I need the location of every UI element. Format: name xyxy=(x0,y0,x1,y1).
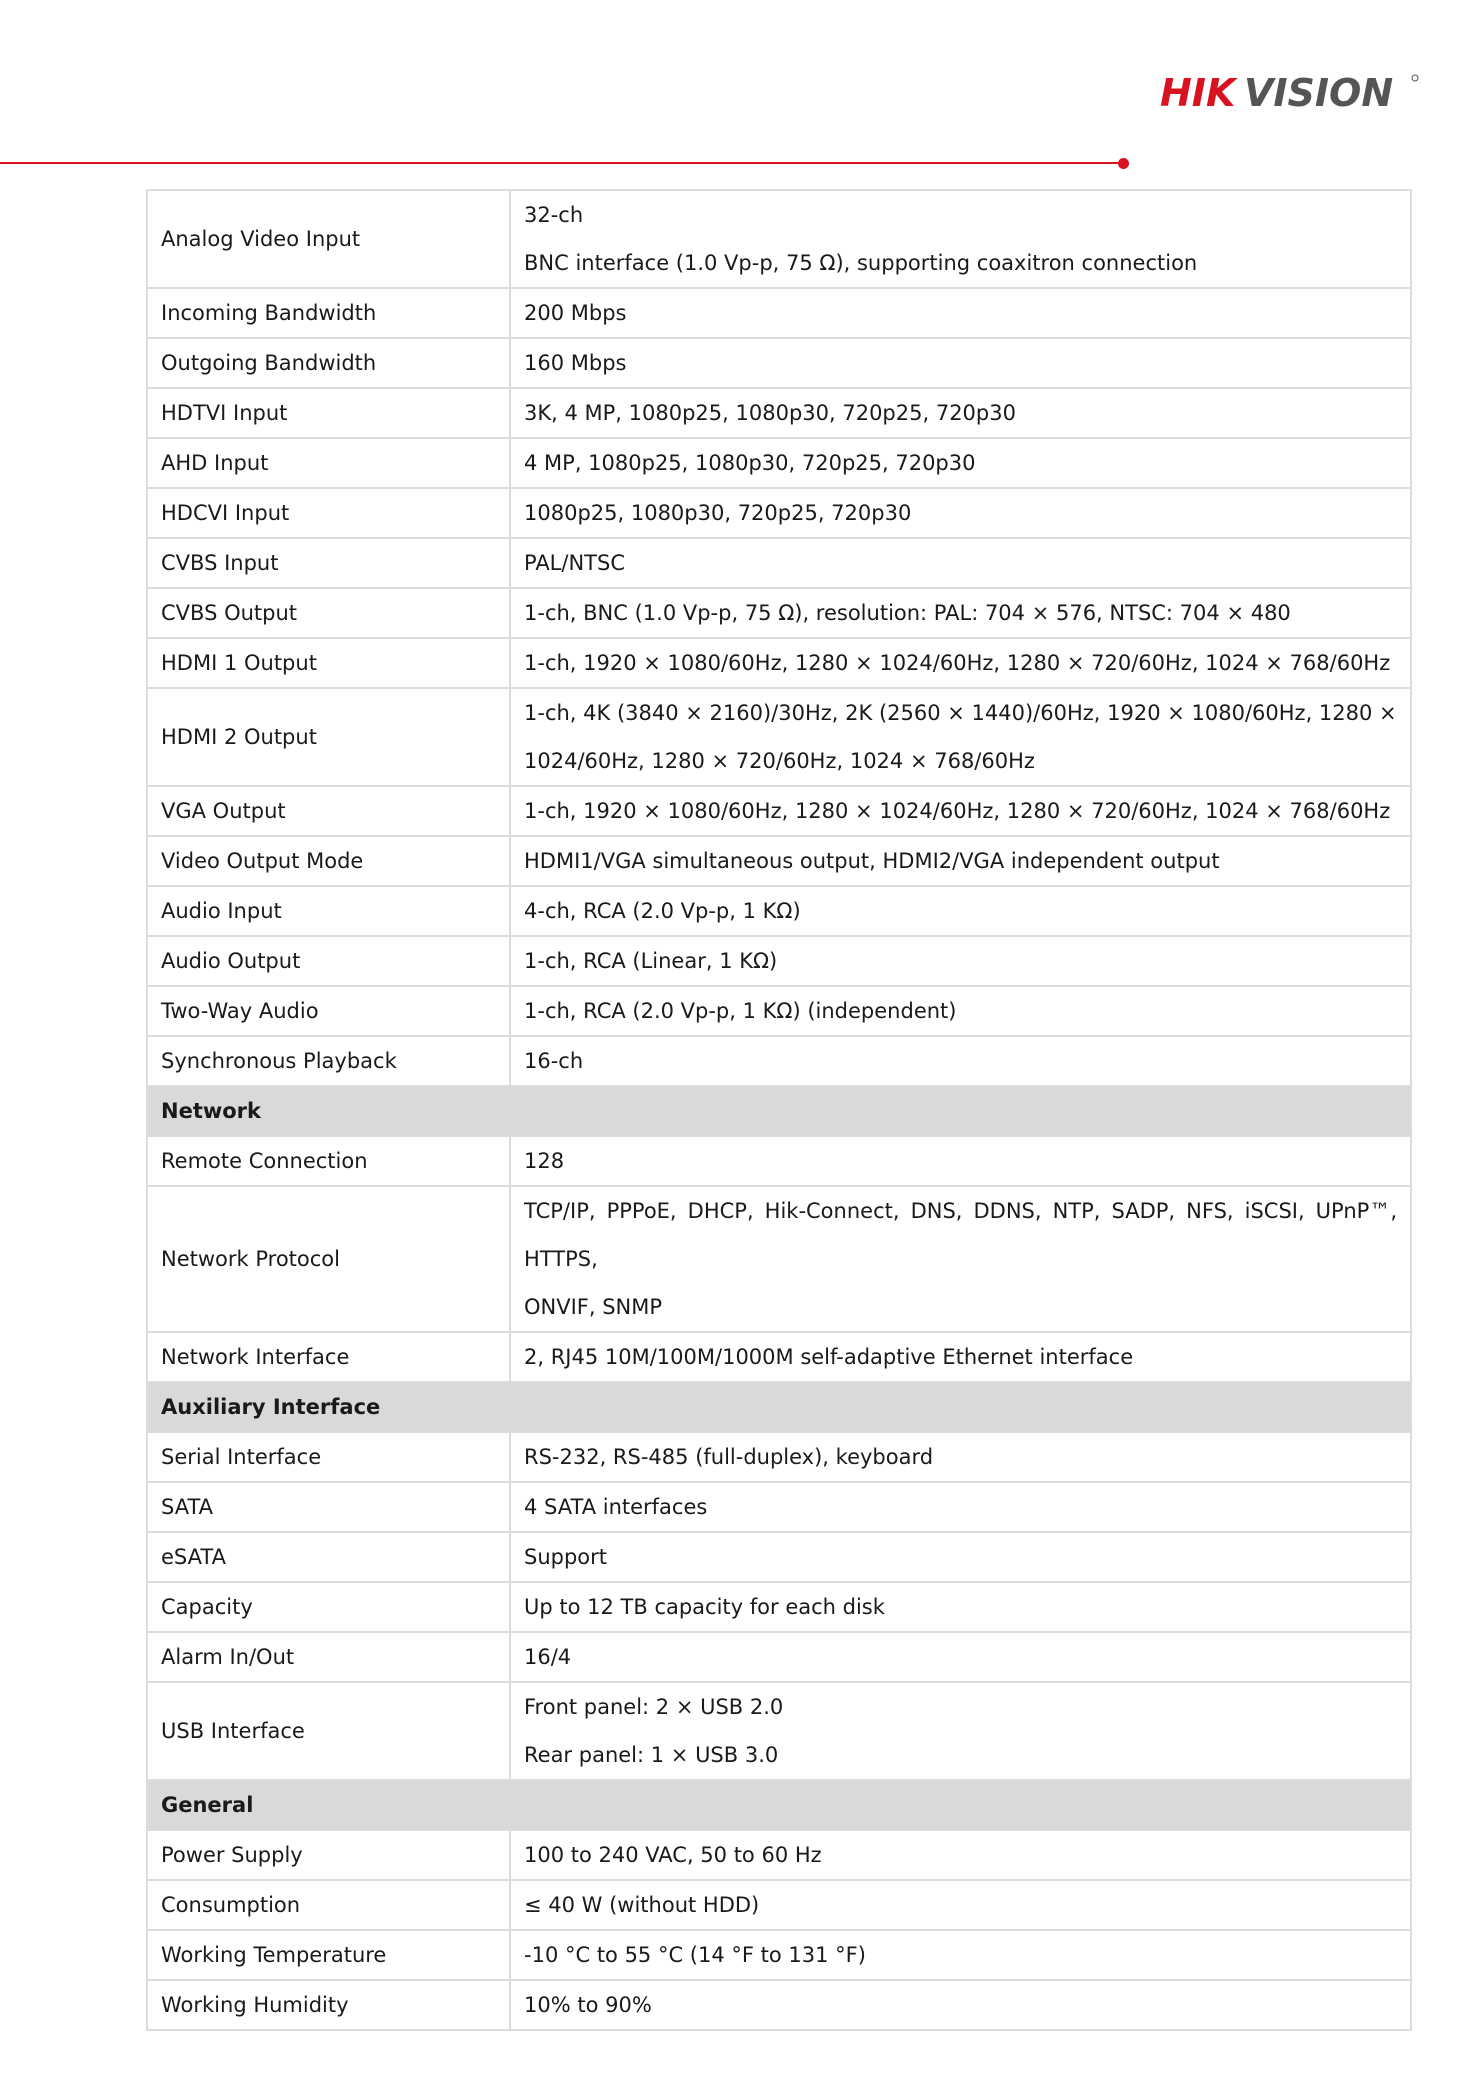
spec-value-line: ONVIF, SNMP xyxy=(524,1295,663,1319)
hikvision-logo-mark xyxy=(1160,68,1420,116)
spec-value-line: Support xyxy=(524,1545,608,1569)
spec-label: USB Interface xyxy=(147,1682,510,1780)
spec-table-body xyxy=(147,190,1411,2030)
spec-label: Network Interface xyxy=(147,1332,510,1382)
spec-row xyxy=(147,786,1411,836)
spec-value-line: 4 SATA interfaces xyxy=(524,1495,708,1519)
section-header-row xyxy=(147,1780,1411,1830)
spec-value xyxy=(510,588,1411,638)
spec-row xyxy=(147,488,1411,538)
spec-value xyxy=(510,1930,1411,1980)
spec-value-line: 100 to 240 VAC, 50 to 60 Hz xyxy=(524,1843,822,1867)
section-header: General xyxy=(147,1780,1411,1830)
spec-row xyxy=(147,190,1411,288)
spec-value-line: TCP/IP, PPPoE, DHCP, Hik-Connect, DNS, DDNS, NTP, SADP, NFS, iSCSI, UPnP™, HTTPS, xyxy=(524,1199,1397,1271)
spec-label: CVBS Input xyxy=(147,538,510,588)
spec-label: Video Output Mode xyxy=(147,836,510,886)
spec-value xyxy=(510,488,1411,538)
spec-value xyxy=(510,338,1411,388)
spec-row xyxy=(147,438,1411,488)
spec-row xyxy=(147,1582,1411,1632)
spec-value-line: 16-ch xyxy=(524,1049,584,1073)
spec-label: Incoming Bandwidth xyxy=(147,288,510,338)
header-divider xyxy=(0,162,1118,164)
spec-label: Remote Connection xyxy=(147,1136,510,1186)
svg-text:VISION: VISION xyxy=(1244,71,1394,115)
spec-row xyxy=(147,288,1411,338)
spec-value-line: 128 xyxy=(524,1149,565,1173)
spec-label: Network Protocol xyxy=(147,1186,510,1332)
spec-value xyxy=(510,1830,1411,1880)
spec-value xyxy=(510,1136,1411,1186)
spec-value xyxy=(510,190,1411,288)
spec-label: Analog Video Input xyxy=(147,190,510,288)
spec-row xyxy=(147,588,1411,638)
spec-label: HDMI 2 Output xyxy=(147,688,510,786)
spec-value-line: 1024/60Hz, 1280 × 720/60Hz, 1024 × 768/60Hz xyxy=(524,749,1035,773)
spec-table xyxy=(146,189,1412,2031)
spec-value-line: HDMI1/VGA simultaneous output, HDMI2/VGA independent output xyxy=(524,849,1220,873)
spec-value-line: 1080p25, 1080p30, 720p25, 720p30 xyxy=(524,501,912,525)
spec-value xyxy=(510,1632,1411,1682)
spec-row xyxy=(147,886,1411,936)
spec-row xyxy=(147,1432,1411,1482)
spec-label: Serial Interface xyxy=(147,1432,510,1482)
spec-value-line: 3K, 4 MP, 1080p25, 1080p30, 720p25, 720p30 xyxy=(524,401,1016,425)
spec-row xyxy=(147,1186,1411,1332)
spec-value-line: Rear panel: 1 × USB 3.0 xyxy=(524,1743,779,1767)
spec-row xyxy=(147,1532,1411,1582)
spec-value-line: 2, RJ45 10M/100M/1000M self-adaptive Ethernet interface xyxy=(524,1345,1134,1369)
spec-value-line: RS-232, RS-485 (full-duplex), keyboard xyxy=(524,1445,934,1469)
spec-value-line: 4 MP, 1080p25, 1080p30, 720p25, 720p30 xyxy=(524,451,976,475)
spec-row xyxy=(147,836,1411,886)
spec-row xyxy=(147,338,1411,388)
spec-value xyxy=(510,1532,1411,1582)
spec-value xyxy=(510,388,1411,438)
section-header: Network xyxy=(147,1086,1411,1136)
spec-value-line: 16/4 xyxy=(524,1645,572,1669)
spec-row xyxy=(147,1632,1411,1682)
spec-value-line: 1-ch, RCA (2.0 Vp-p, 1 KΩ) (independent) xyxy=(524,999,957,1023)
spec-row xyxy=(147,1482,1411,1532)
spec-value xyxy=(510,1036,1411,1086)
spec-value-line: BNC interface (1.0 Vp-p, 75 Ω), supporting coaxitron connection xyxy=(524,251,1198,275)
spec-value-line: 1-ch, 1920 × 1080/60Hz, 1280 × 1024/60Hz, 1280 × 720/60Hz, 1024 × 768/60Hz xyxy=(524,651,1391,675)
spec-value-line: 160 Mbps xyxy=(524,351,627,375)
spec-value-line: -10 °C to 55 °C (14 °F to 131 °F) xyxy=(524,1943,866,1967)
spec-row xyxy=(147,986,1411,1036)
spec-value xyxy=(510,538,1411,588)
spec-row xyxy=(147,1682,1411,1780)
spec-value xyxy=(510,1980,1411,2030)
spec-row xyxy=(147,688,1411,786)
spec-label: Audio Output xyxy=(147,936,510,986)
spec-value xyxy=(510,638,1411,688)
spec-label: Consumption xyxy=(147,1880,510,1930)
svg-text:HIK: HIK xyxy=(1160,71,1236,115)
spec-value xyxy=(510,288,1411,338)
spec-row xyxy=(147,1880,1411,1930)
spec-value xyxy=(510,438,1411,488)
spec-row xyxy=(147,1980,1411,2030)
spec-value xyxy=(510,1682,1411,1780)
spec-value-line: 1-ch, 4K (3840 × 2160)/30Hz, 2K (2560 × 1440)/60Hz, 1920 × 1080/60Hz, 1280 × xyxy=(524,701,1397,725)
spec-value xyxy=(510,1332,1411,1382)
spec-value xyxy=(510,1482,1411,1532)
section-header-row xyxy=(147,1086,1411,1136)
spec-label: Alarm In/Out xyxy=(147,1632,510,1682)
spec-label: Capacity xyxy=(147,1582,510,1632)
spec-label: Audio Input xyxy=(147,886,510,936)
spec-value xyxy=(510,1582,1411,1632)
spec-row xyxy=(147,936,1411,986)
spec-value-line: ≤ 40 W (without HDD) xyxy=(524,1893,760,1917)
spec-value-line: PAL/NTSC xyxy=(524,551,625,575)
spec-value-line: 1-ch, BNC (1.0 Vp-p, 75 Ω), resolution: PAL: 704 × 576, NTSC: 704 × 480 xyxy=(524,601,1291,625)
spec-row xyxy=(147,638,1411,688)
spec-row xyxy=(147,1136,1411,1186)
spec-value-line: 32-ch xyxy=(524,203,584,227)
spec-label: eSATA xyxy=(147,1532,510,1582)
hikvision-logo xyxy=(1160,68,1420,116)
section-header-row xyxy=(147,1382,1411,1432)
spec-value-line: Up to 12 TB capacity for each disk xyxy=(524,1595,885,1619)
spec-value xyxy=(510,688,1411,786)
spec-label: Power Supply xyxy=(147,1830,510,1880)
spec-value-line: 1-ch, 1920 × 1080/60Hz, 1280 × 1024/60Hz, 1280 × 720/60Hz, 1024 × 768/60Hz xyxy=(524,799,1391,823)
spec-value xyxy=(510,786,1411,836)
spec-label: Synchronous Playback xyxy=(147,1036,510,1086)
spec-row xyxy=(147,1036,1411,1086)
spec-value-line: 200 Mbps xyxy=(524,301,627,325)
header-divider-dot xyxy=(1118,158,1129,169)
spec-label: Two-Way Audio xyxy=(147,986,510,1036)
spec-value-line: 4-ch, RCA (2.0 Vp-p, 1 KΩ) xyxy=(524,899,801,923)
spec-label: Outgoing Bandwidth xyxy=(147,338,510,388)
spec-row xyxy=(147,388,1411,438)
spec-value-line: Front panel: 2 × USB 2.0 xyxy=(524,1695,784,1719)
spec-value xyxy=(510,1432,1411,1482)
spec-label: HDCVI Input xyxy=(147,488,510,538)
spec-value-line: 10% to 90% xyxy=(524,1993,652,2017)
spec-label: HDMI 1 Output xyxy=(147,638,510,688)
spec-value xyxy=(510,986,1411,1036)
spec-value xyxy=(510,1880,1411,1930)
spec-label: Working Temperature xyxy=(147,1930,510,1980)
spec-row xyxy=(147,1830,1411,1880)
spec-value xyxy=(510,936,1411,986)
spec-value xyxy=(510,836,1411,886)
spec-label: CVBS Output xyxy=(147,588,510,638)
spec-value-line: 1-ch, RCA (Linear, 1 KΩ) xyxy=(524,949,778,973)
spec-row xyxy=(147,1930,1411,1980)
spec-row xyxy=(147,538,1411,588)
spec-label: Working Humidity xyxy=(147,1980,510,2030)
spec-value xyxy=(510,1186,1411,1332)
spec-label: AHD Input xyxy=(147,438,510,488)
spec-label: SATA xyxy=(147,1482,510,1532)
spec-label: HDTVI Input xyxy=(147,388,510,438)
spec-value xyxy=(510,886,1411,936)
section-header: Auxiliary Interface xyxy=(147,1382,1411,1432)
spec-label: VGA Output xyxy=(147,786,510,836)
spec-row xyxy=(147,1332,1411,1382)
